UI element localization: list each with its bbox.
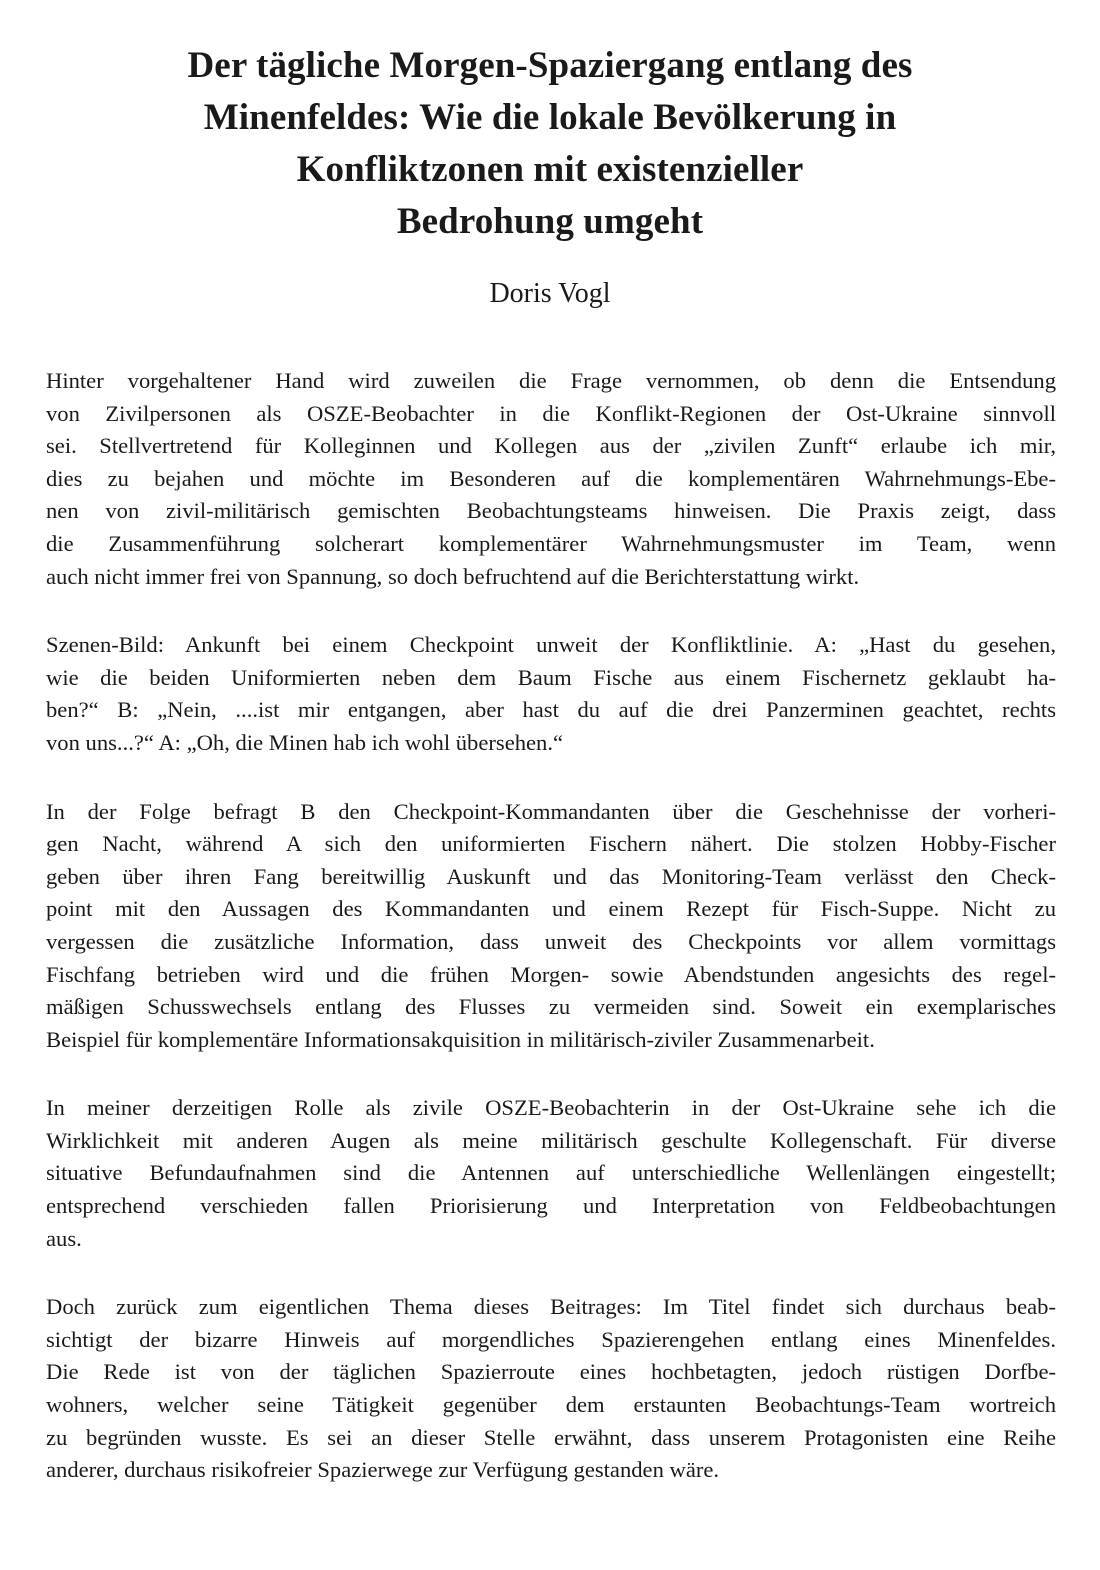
text-line: Szenen-Bild: Ankunft bei einem Checkpoint unweit der Konfliktlinie. A: „Hast du gesehen, <box>46 632 1056 658</box>
text-line: wohners, welcher seine Tätigkeit gegenüber dem erstaunten Beobachtungs-Team wortreich <box>46 1392 1056 1418</box>
text-line: In der Folge befragt B den Checkpoint-Kommandanten über die Geschehnisse der vorheri- <box>46 798 1056 824</box>
text-line: Doch zurück zum eigentlichen Thema dieses Beitrages: Im Titel findet sich durchaus beab- <box>46 1294 1056 1320</box>
text-line: Wirklichkeit mit anderen Augen als meine militärisch geschulte Kollegenschaft. Für diverse <box>46 1127 1056 1153</box>
paragraph-4 <box>46 1092 1056 1255</box>
title-line: Minenfeldes: Wie die lokale Bevölkerung in <box>203 97 897 138</box>
article-body <box>46 365 1056 1523</box>
text-line: point mit den Aussagen des Kommandanten und einem Rezept für Fisch-Suppe. Nicht zu <box>46 896 1056 922</box>
text-line: nen von zivil-militärisch gemischten Beobachtungsteams hinweisen. Die Praxis zeigt, dass <box>46 498 1056 524</box>
text-line: auch nicht immer frei von Spannung, so doch befruchtend auf die Berichterstattung wirkt. <box>46 563 860 589</box>
paragraph-5 <box>46 1291 1056 1487</box>
text-line: Hinter vorgehaltener Hand wird zuweilen die Frage vernommen, ob denn die Entsendung <box>46 368 1056 393</box>
text-line: von uns...?“ A: „Oh, die Minen hab ich wohl übersehen.“ <box>46 729 564 755</box>
paragraph-1 <box>46 365 1056 593</box>
text-line: geben über ihren Fang bereitwillig Auskunft und das Monitoring-Team verlässt den Check- <box>46 863 1056 889</box>
text-line: dies zu bejahen und möchte im Besonderen auf die komplementären Wahrnehmungs-Ebe- <box>46 465 1056 491</box>
author-name: Doris Vogl <box>489 278 611 309</box>
text-line: situative Befundaufnahmen sind die Antennen auf unterschiedliche Wellenlängen eingestellt; <box>46 1160 1056 1186</box>
text-line: ben?“ B: „Nein, ....ist mir entgangen, aber hast du auf die drei Panzerminen geachtet, rechts <box>46 697 1056 723</box>
text-line: Beispiel für komplementäre Informationsakquisition in militärisch-ziviler Zusammenarbeit. <box>46 1026 875 1052</box>
text-line: vergessen die zusätzliche Information, dass unweit des Checkpoints vor allem vormittags <box>46 928 1056 954</box>
text-line: sichtigt der bizarre Hinweis auf morgendliches Spazierengehen entlang eines Minenfeldes. <box>46 1326 1056 1352</box>
text-line: zu begründen wusste. Es sei an dieser Stelle erwähnt, dass unserem Protagonisten eine Reihe <box>46 1424 1056 1450</box>
text-line: In meiner derzeitigen Rolle als zivile OSZE-Beobachterin in der Ost-Ukraine sehe ich die <box>46 1095 1056 1121</box>
text-line: wie die beiden Uniformierten neben dem Baum Fische aus einem Fischernetz geklaubt ha- <box>46 664 1056 690</box>
article-title <box>60 40 1040 248</box>
text-line: die Zusammenführung solcherart komplementärer Wahrnehmungsmuster im Team, wenn <box>46 530 1056 556</box>
text-line: aus. <box>46 1225 82 1251</box>
text-line: mäßigen Schusswechsels entlang des Flusses zu vermeiden sind. Soweit ein exemplarisches <box>46 994 1056 1020</box>
title-line: Der tägliche Morgen-Spaziergang entlang des <box>187 45 913 86</box>
title-line: Bedrohung umgeht <box>396 201 704 242</box>
title-line: Konfliktzonen mit existenzieller <box>296 149 804 190</box>
text-line: Die Rede ist von der täglichen Spazierroute eines hochbetagten, jedoch rüstigen Dorfbe- <box>46 1359 1056 1385</box>
text-line: entsprechend verschieden fallen Priorisierung und Interpretation von Feldbeobachtungen <box>46 1193 1056 1219</box>
text-line: sei. Stellvertretend für Kolleginnen und Kollegen aus der „zivilen Zunft“ erlaube ich mir, <box>46 433 1056 459</box>
paragraph-2 <box>46 629 1056 759</box>
text-line: Fischfang betrieben wird und die frühen Morgen- sowie Abendstunden angesichts des regel- <box>46 961 1056 987</box>
text-line: von Zivilpersonen als OSZE-Beobachter in die Konflikt-Regionen der Ost-Ukraine sinnvoll <box>46 400 1056 426</box>
text-line: anderer, durchaus risikofreier Spazierwege zur Verfügung gestanden wäre. <box>46 1457 720 1483</box>
paragraph-3 <box>46 796 1056 1057</box>
text-line: gen Nacht, während A sich den uniformierten Fischern nähert. Die stolzen Hobby-Fischer <box>46 831 1056 857</box>
